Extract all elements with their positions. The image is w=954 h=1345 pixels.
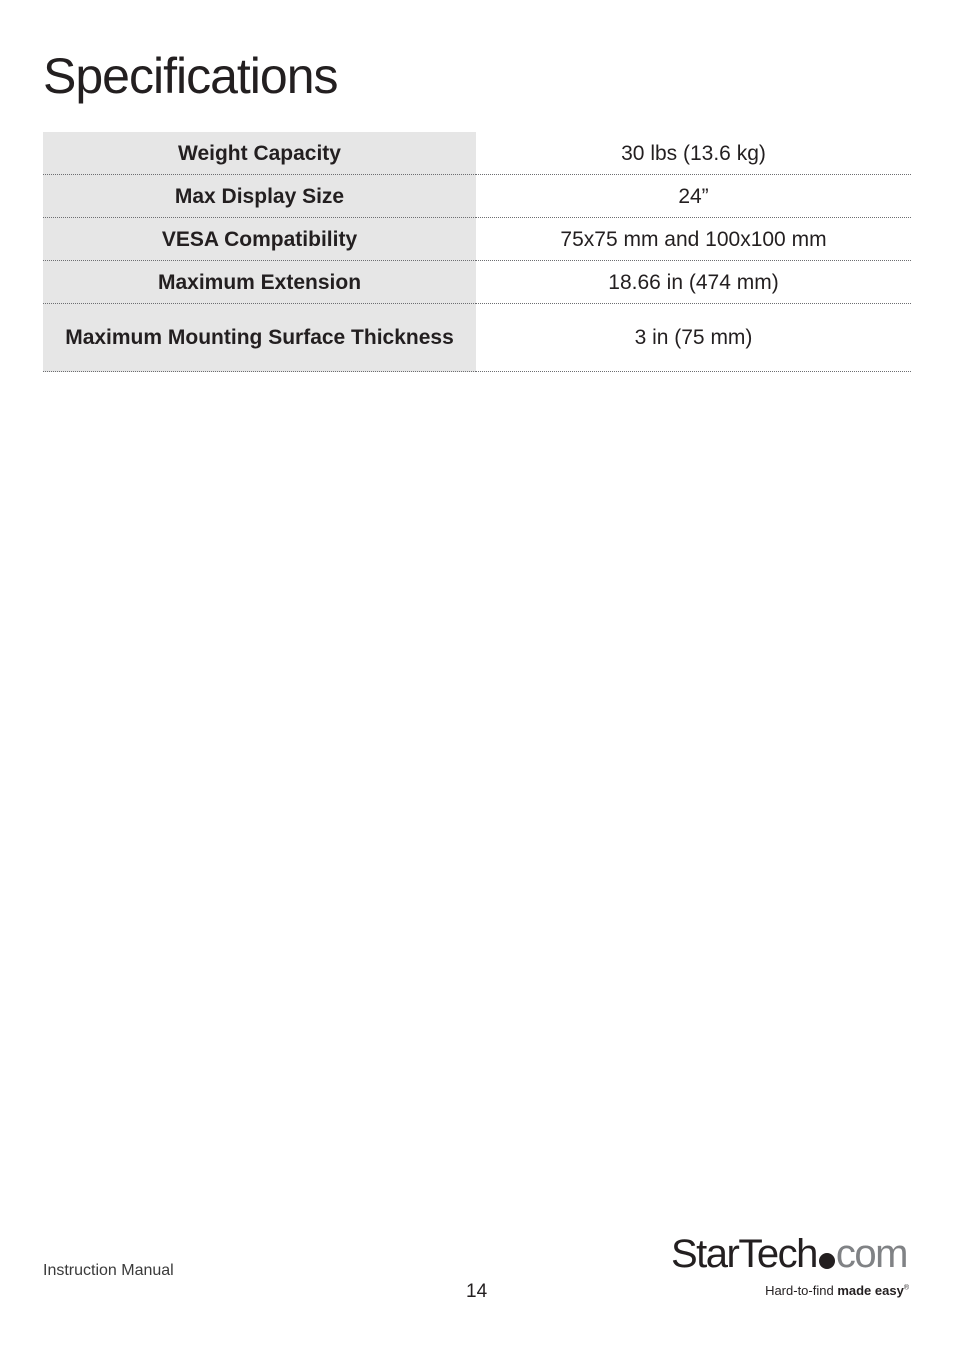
startech-logo [671,1230,911,1305]
logo-brand: StarTech [671,1232,817,1276]
table-row [43,132,911,175]
specifications-table [43,132,911,372]
table-row [43,175,911,218]
logo-domain: com [835,1232,907,1276]
page-title: Specifications [43,48,338,104]
footer-manual-label: Instruction Manual [43,1262,174,1279]
spec-value-vesa-compatibility: 75x75 mm and 100x100 mm [476,218,911,261]
spec-value-max-display-size: 24” [476,175,911,218]
registered-mark: ® [903,1284,909,1292]
tagline-bold: made easy [837,1283,904,1298]
page-number: 14 [466,1281,488,1302]
spec-value-maximum-extension: 18.66 in (474 mm) [476,261,911,304]
spec-label-max-display-size: Max Display Size [43,175,476,218]
table-row [43,304,911,372]
logo-dot-icon [819,1253,835,1269]
logo-wordmark [671,1230,907,1278]
spec-label-vesa-compatibility: VESA Compatibility [43,218,476,261]
spec-value-max-mounting-surface-thickness: 3 in (75 mm) [476,304,911,372]
tagline-regular: Hard-to-find [765,1283,834,1298]
spec-label-maximum-extension: Maximum Extension [43,261,476,304]
spec-label-weight-capacity: Weight Capacity [43,132,476,175]
table-row [43,261,911,304]
table-row [43,218,911,261]
spec-label-max-mounting-surface-thickness: Maximum Mounting Surface Thickness [43,304,476,372]
logo-tagline [765,1283,909,1298]
spec-value-weight-capacity: 30 lbs (13.6 kg) [476,132,911,175]
